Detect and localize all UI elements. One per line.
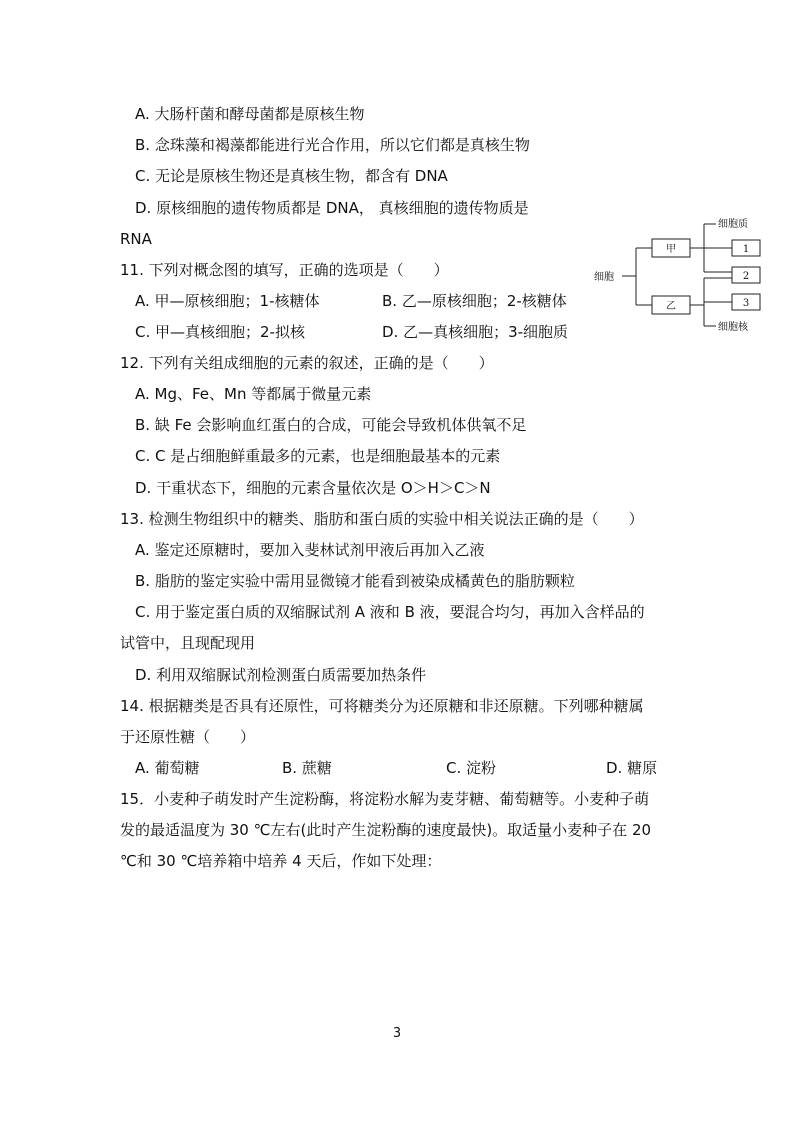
diagram-jia-label: 甲 [666,244,676,255]
q10-option-c: C. 无论是原核生物还是真核生物，都含有 DNA [135,167,448,185]
q11-option-a: A. 甲—原核细胞；1-核糖体 [135,292,320,310]
q10-option-b: B. 念珠藻和褐藻都能进行光合作用，所以它们都是真核生物 [135,136,530,154]
diagram-box-3-label: 3 [742,298,750,309]
q10-option-d-line1: D. 原核细胞的遗传物质都是 DNA， 真核细胞的遗传物质是 [135,199,529,217]
q12-option-a: A. Mg、Fe、Mn 等都属于微量元素 [135,385,372,403]
q14-option-a: A. 葡萄糖 [135,759,200,777]
q11-option-b: B. 乙—原核细胞；2-核糖体 [382,292,567,310]
q13-option-c-line1: C. 用于鉴定蛋白质的双缩脲试剂 A 液和 B 液，要混合均匀，再加入含样品的 [135,603,645,621]
q15-line1: 15．小麦种子萌发时产生淀粉酶，将淀粉水解为麦芽糖、葡萄糖等。小麦种子萌 [120,790,650,808]
q11-option-c: C. 甲—真核细胞；2-拟核 [135,323,305,341]
q14-option-b: B. 蔗糖 [282,759,332,777]
q13-option-d: D. 利用双缩脲试剂检测蛋白质需要加热条件 [135,666,427,684]
q12-option-d: D. 干重状态下，细胞的元素含量依次是 O＞H＞C＞N [135,479,491,497]
q11-stem: 11. 下列对概念图的填写，正确的选项是（ ） [120,261,449,279]
q12-stem: 12. 下列有关组成细胞的元素的叙述，正确的是（ ） [120,354,494,372]
q14-stem-line2: 于还原性糖（ ） [120,728,256,746]
q14-option-c: C. 淀粉 [446,759,497,777]
diagram-box-1-label: 1 [742,244,750,255]
q13-option-a: A. 鉴定还原糖时，要加入斐林试剂甲液后再加入乙液 [135,541,485,559]
concept-diagram [592,212,772,337]
q10-option-a: A. 大肠杆菌和酵母菌都是原核生物 [135,105,365,123]
q13-option-b: B. 脂肪的鉴定实验中需用显微镜才能看到被染成橘黄色的脂肪颗粒 [135,572,575,590]
q11-option-d: D. 乙—真核细胞；3-细胞质 [382,323,569,341]
diagram-yi-label: 乙 [666,301,676,312]
q13-stem: 13. 检测生物组织中的糖类、脂肪和蛋白质的实验中相关说法正确的是（ ） [120,510,644,528]
q14-option-d: D. 糖原 [606,759,658,777]
diagram-box-2-label: 2 [742,271,750,282]
q14-stem-line1: 14. 根据糖类是否具有还原性，可将糖类分为还原糖和非还原糖。下列哪种糖属 [120,697,644,715]
q12-option-b: B. 缺 Fe 会影响血红蛋白的合成，可能会导致机体供氧不足 [135,416,527,434]
q12-option-c: C. C 是占细胞鲜重最多的元素，也是细胞最基本的元素 [135,447,501,465]
page-number: 3 [392,1026,402,1041]
q10-option-d-line2: RNA [120,230,152,248]
q15-line3: ℃和 30 ℃培养箱中培养 4 天后，作如下处理： [120,852,442,870]
diagram-cytoplasm-label: 细胞质 [718,219,748,230]
diagram-nucleus-label: 细胞核 [718,322,748,333]
diagram-root-label: 细胞 [594,272,614,283]
q13-option-c-line2: 试管中，且现配现用 [120,634,256,652]
q15-line2: 发的最适温度为 30 ℃左右(此时产生淀粉酶的速度最快)。取适量小麦种子在 20 [120,821,652,839]
